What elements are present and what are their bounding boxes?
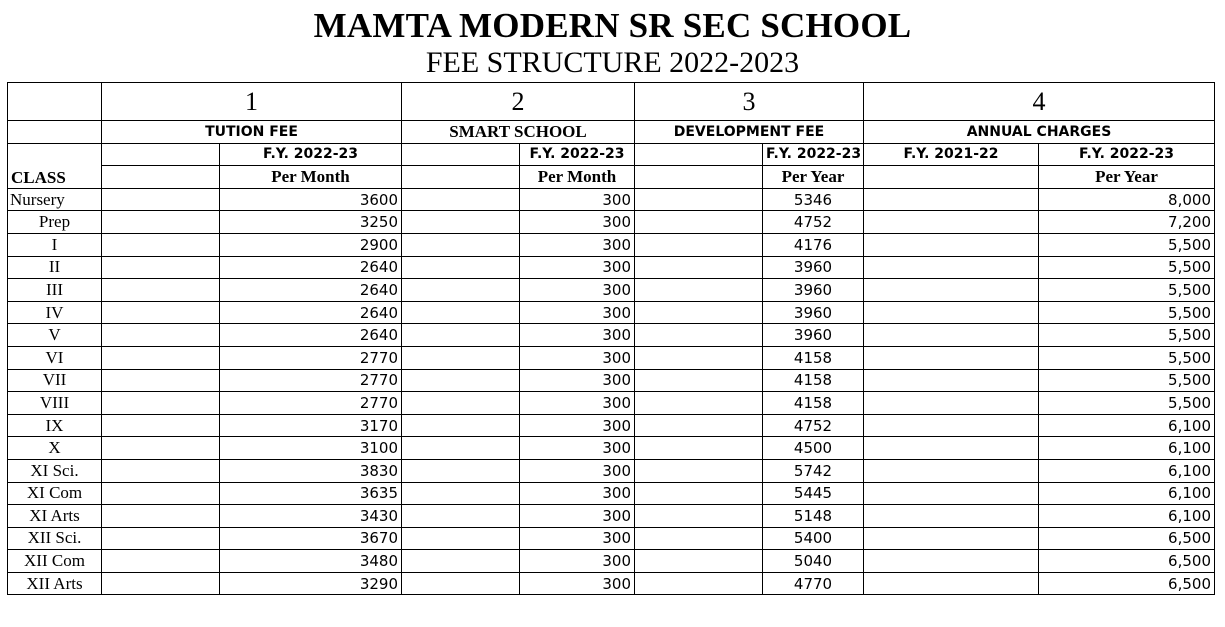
tution-fee-cell: 2770 — [220, 346, 402, 369]
column-number-3: 3 — [635, 83, 864, 121]
table-row — [8, 233, 1215, 256]
tution-fee-cell: 3170 — [220, 414, 402, 437]
blank-cell — [102, 143, 220, 166]
blank-cell — [635, 279, 763, 302]
tution-fee-cell: 2770 — [220, 392, 402, 415]
class-name-cell: Prep — [8, 211, 102, 234]
blank-cell — [102, 301, 220, 324]
period-header-row — [8, 166, 1215, 189]
class-name-cell: XII Arts — [8, 572, 102, 595]
column-number-1: 1 — [102, 83, 402, 121]
class-name-cell: XI Arts — [8, 505, 102, 528]
table-row — [8, 369, 1215, 392]
blank-cell — [635, 166, 763, 189]
blank-cell — [102, 550, 220, 573]
annual-prev-cell — [864, 414, 1039, 437]
class-name-cell: XII Com — [8, 550, 102, 573]
smart-school-cell: 300 — [520, 392, 635, 415]
class-name-cell: VI — [8, 346, 102, 369]
blank-cell — [635, 550, 763, 573]
tution-fee-cell: 2640 — [220, 324, 402, 347]
annual-prev-cell — [864, 482, 1039, 505]
development-fee-cell: 4158 — [763, 392, 864, 415]
blank-cell — [635, 324, 763, 347]
class-header: CLASS — [8, 143, 102, 188]
annual-prev-cell — [864, 233, 1039, 256]
development-fee-cell: 4158 — [763, 346, 864, 369]
annual-charges-cell: 5,500 — [1039, 301, 1215, 324]
fy-annual: F.Y. 2022-23 — [1039, 143, 1215, 166]
annual-prev-cell — [864, 256, 1039, 279]
tution-fee-cell: 3100 — [220, 437, 402, 460]
table-row — [8, 505, 1215, 528]
annual-charges-cell: 6,100 — [1039, 437, 1215, 460]
per-tution: Per Month — [220, 166, 402, 189]
smart-school-cell: 300 — [520, 459, 635, 482]
annual-prev-cell — [864, 550, 1039, 573]
annual-charges-cell: 5,500 — [1039, 392, 1215, 415]
table-row — [8, 482, 1215, 505]
blank-cell — [102, 505, 220, 528]
annual-prev-cell — [864, 211, 1039, 234]
table-row — [8, 324, 1215, 347]
development-fee-cell: 5148 — [763, 505, 864, 528]
annual-charges-cell: 6,500 — [1039, 550, 1215, 573]
tution-fee-cell: 2900 — [220, 233, 402, 256]
blank-cell — [402, 572, 520, 595]
blank-cell — [635, 233, 763, 256]
blank-cell — [102, 572, 220, 595]
blank-cell — [402, 143, 520, 166]
annual-charges-cell: 6,500 — [1039, 572, 1215, 595]
annual-prev-cell — [864, 459, 1039, 482]
annual-charges-cell: 5,500 — [1039, 346, 1215, 369]
blank-cell — [102, 324, 220, 347]
blank-cell — [402, 482, 520, 505]
blank-cell — [402, 279, 520, 302]
annual-prev-cell — [864, 572, 1039, 595]
blank-cell — [635, 527, 763, 550]
blank-cell — [635, 211, 763, 234]
blank-cell — [102, 414, 220, 437]
annual-charges-cell: 5,500 — [1039, 279, 1215, 302]
development-fee-cell: 4500 — [763, 437, 864, 460]
blank-cell — [402, 346, 520, 369]
smart-school-cell: 300 — [520, 256, 635, 279]
per-development: Per Year — [763, 166, 864, 189]
blank-cell — [635, 301, 763, 324]
smart-school-cell: 300 — [520, 505, 635, 528]
tution-fee-cell: 3430 — [220, 505, 402, 528]
development-fee-cell: 3960 — [763, 256, 864, 279]
blank-cell — [102, 256, 220, 279]
smart-school-cell: 300 — [520, 279, 635, 302]
development-fee-cell: 5445 — [763, 482, 864, 505]
blank-cell — [402, 233, 520, 256]
annual-charges-cell: 5,500 — [1039, 256, 1215, 279]
group-smart-school: SMART SCHOOL — [402, 121, 635, 144]
blank-cell — [402, 437, 520, 460]
smart-school-cell: 300 — [520, 527, 635, 550]
class-name-cell: VII — [8, 369, 102, 392]
development-fee-cell: 3960 — [763, 279, 864, 302]
per-smart: Per Month — [520, 166, 635, 189]
development-fee-cell: 3960 — [763, 324, 864, 347]
blank-cell — [635, 143, 763, 166]
table-row — [8, 256, 1215, 279]
table-row — [8, 346, 1215, 369]
blank-cell — [402, 369, 520, 392]
tution-fee-cell: 3290 — [220, 572, 402, 595]
blank-cell — [102, 233, 220, 256]
blank-cell — [402, 301, 520, 324]
class-name-cell: XI Com — [8, 482, 102, 505]
blank-cell — [635, 346, 763, 369]
blank-cell — [402, 505, 520, 528]
table-row — [8, 527, 1215, 550]
class-name-cell: II — [8, 256, 102, 279]
group-development-fee: DEVELOPMENT FEE — [635, 121, 864, 144]
class-name-cell: XII Sci. — [8, 527, 102, 550]
class-name-cell: IV — [8, 301, 102, 324]
annual-charges-cell: 5,500 — [1039, 233, 1215, 256]
fy-annual-prev: F.Y. 2021-22 — [864, 143, 1039, 166]
tution-fee-cell: 3670 — [220, 527, 402, 550]
blank-cell — [402, 392, 520, 415]
table-row — [8, 392, 1215, 415]
fy-development: F.Y. 2022-23 — [763, 143, 864, 166]
blank-cell — [402, 527, 520, 550]
class-name-cell: Nursery — [8, 188, 102, 211]
development-fee-cell: 4158 — [763, 369, 864, 392]
per-annual: Per Year — [1039, 166, 1215, 189]
annual-charges-cell: 6,100 — [1039, 459, 1215, 482]
tution-fee-cell: 3635 — [220, 482, 402, 505]
blank-cell — [635, 459, 763, 482]
school-name: MAMTA MODERN SR SEC SCHOOL — [313, 6, 912, 45]
smart-school-cell: 300 — [520, 211, 635, 234]
annual-charges-cell: 8,000 — [1039, 188, 1215, 211]
class-name-cell: XI Sci. — [8, 459, 102, 482]
blank-cell — [635, 572, 763, 595]
class-name-cell: X — [8, 437, 102, 460]
group-header-row — [8, 121, 1215, 144]
table-row — [8, 437, 1215, 460]
blank-cell — [102, 437, 220, 460]
column-number-2: 2 — [402, 83, 635, 121]
fee-structure-subtitle: FEE STRUCTURE 2022-2023 — [425, 46, 800, 79]
smart-school-cell: 300 — [520, 188, 635, 211]
annual-prev-cell — [864, 505, 1039, 528]
fy-smart: F.Y. 2022-23 — [520, 143, 635, 166]
annual-prev-cell — [864, 301, 1039, 324]
fy-tution: F.Y. 2022-23 — [220, 143, 402, 166]
smart-school-cell: 300 — [520, 346, 635, 369]
blank-cell — [102, 166, 220, 189]
blank-cell — [864, 166, 1039, 189]
annual-prev-cell — [864, 188, 1039, 211]
smart-school-cell: 300 — [520, 324, 635, 347]
blank-cell — [8, 83, 102, 121]
blank-cell — [102, 527, 220, 550]
smart-school-cell: 300 — [520, 414, 635, 437]
table-row — [8, 550, 1215, 573]
development-fee-cell: 5346 — [763, 188, 864, 211]
development-fee-cell: 4770 — [763, 572, 864, 595]
tution-fee-cell: 2640 — [220, 301, 402, 324]
development-fee-cell: 4176 — [763, 233, 864, 256]
class-name-cell: V — [8, 324, 102, 347]
group-tution-fee: TUTION FEE — [102, 121, 402, 144]
blank-cell — [402, 550, 520, 573]
class-name-cell: VIII — [8, 392, 102, 415]
annual-charges-cell: 5,500 — [1039, 324, 1215, 347]
annual-prev-cell — [864, 369, 1039, 392]
blank-cell — [402, 256, 520, 279]
class-name-cell: I — [8, 233, 102, 256]
blank-cell — [635, 482, 763, 505]
fee-table — [7, 82, 1215, 595]
annual-prev-cell — [864, 527, 1039, 550]
column-number-4: 4 — [864, 83, 1215, 121]
fy-header-row — [8, 143, 1215, 166]
annual-prev-cell — [864, 324, 1039, 347]
table-row — [8, 301, 1215, 324]
blank-cell — [402, 324, 520, 347]
table-row — [8, 211, 1215, 234]
table-row — [8, 279, 1215, 302]
smart-school-cell: 300 — [520, 482, 635, 505]
blank-cell — [402, 211, 520, 234]
development-fee-cell: 5040 — [763, 550, 864, 573]
tution-fee-cell: 3600 — [220, 188, 402, 211]
smart-school-cell: 300 — [520, 572, 635, 595]
class-name-cell: IX — [8, 414, 102, 437]
blank-cell — [635, 256, 763, 279]
tution-fee-cell: 2770 — [220, 369, 402, 392]
development-fee-cell: 5742 — [763, 459, 864, 482]
annual-charges-cell: 6,500 — [1039, 527, 1215, 550]
blank-cell — [635, 369, 763, 392]
development-fee-cell: 5400 — [763, 527, 864, 550]
annual-prev-cell — [864, 392, 1039, 415]
tution-fee-cell: 2640 — [220, 279, 402, 302]
blank-cell — [402, 166, 520, 189]
blank-cell — [635, 505, 763, 528]
table-row — [8, 572, 1215, 595]
annual-prev-cell — [864, 346, 1039, 369]
blank-cell — [402, 188, 520, 211]
table-row — [8, 459, 1215, 482]
blank-cell — [102, 392, 220, 415]
smart-school-cell: 300 — [520, 437, 635, 460]
blank-cell — [635, 188, 763, 211]
blank-cell — [402, 414, 520, 437]
blank-cell — [102, 188, 220, 211]
class-name-cell: III — [8, 279, 102, 302]
annual-charges-cell: 6,100 — [1039, 505, 1215, 528]
development-fee-cell: 4752 — [763, 414, 864, 437]
blank-cell — [102, 346, 220, 369]
smart-school-cell: 300 — [520, 369, 635, 392]
blank-cell — [102, 279, 220, 302]
tution-fee-cell: 3480 — [220, 550, 402, 573]
blank-cell — [102, 369, 220, 392]
smart-school-cell: 300 — [520, 301, 635, 324]
blank-cell — [102, 459, 220, 482]
smart-school-cell: 300 — [520, 233, 635, 256]
annual-charges-cell: 5,500 — [1039, 369, 1215, 392]
annual-charges-cell: 6,100 — [1039, 414, 1215, 437]
blank-cell — [102, 211, 220, 234]
blank-cell — [635, 437, 763, 460]
annual-charges-cell: 6,100 — [1039, 482, 1215, 505]
development-fee-cell: 4752 — [763, 211, 864, 234]
table-row — [8, 188, 1215, 211]
group-annual-charges: ANNUAL CHARGES — [864, 121, 1215, 144]
annual-prev-cell — [864, 437, 1039, 460]
tution-fee-cell: 3250 — [220, 211, 402, 234]
smart-school-cell: 300 — [520, 550, 635, 573]
blank-cell — [8, 121, 102, 144]
blank-cell — [635, 414, 763, 437]
tution-fee-cell: 2640 — [220, 256, 402, 279]
tution-fee-cell: 3830 — [220, 459, 402, 482]
annual-prev-cell — [864, 279, 1039, 302]
blank-cell — [402, 459, 520, 482]
blank-cell — [635, 392, 763, 415]
blank-cell — [102, 482, 220, 505]
development-fee-cell: 3960 — [763, 301, 864, 324]
column-number-row — [8, 83, 1215, 121]
table-row — [8, 414, 1215, 437]
annual-charges-cell: 7,200 — [1039, 211, 1215, 234]
